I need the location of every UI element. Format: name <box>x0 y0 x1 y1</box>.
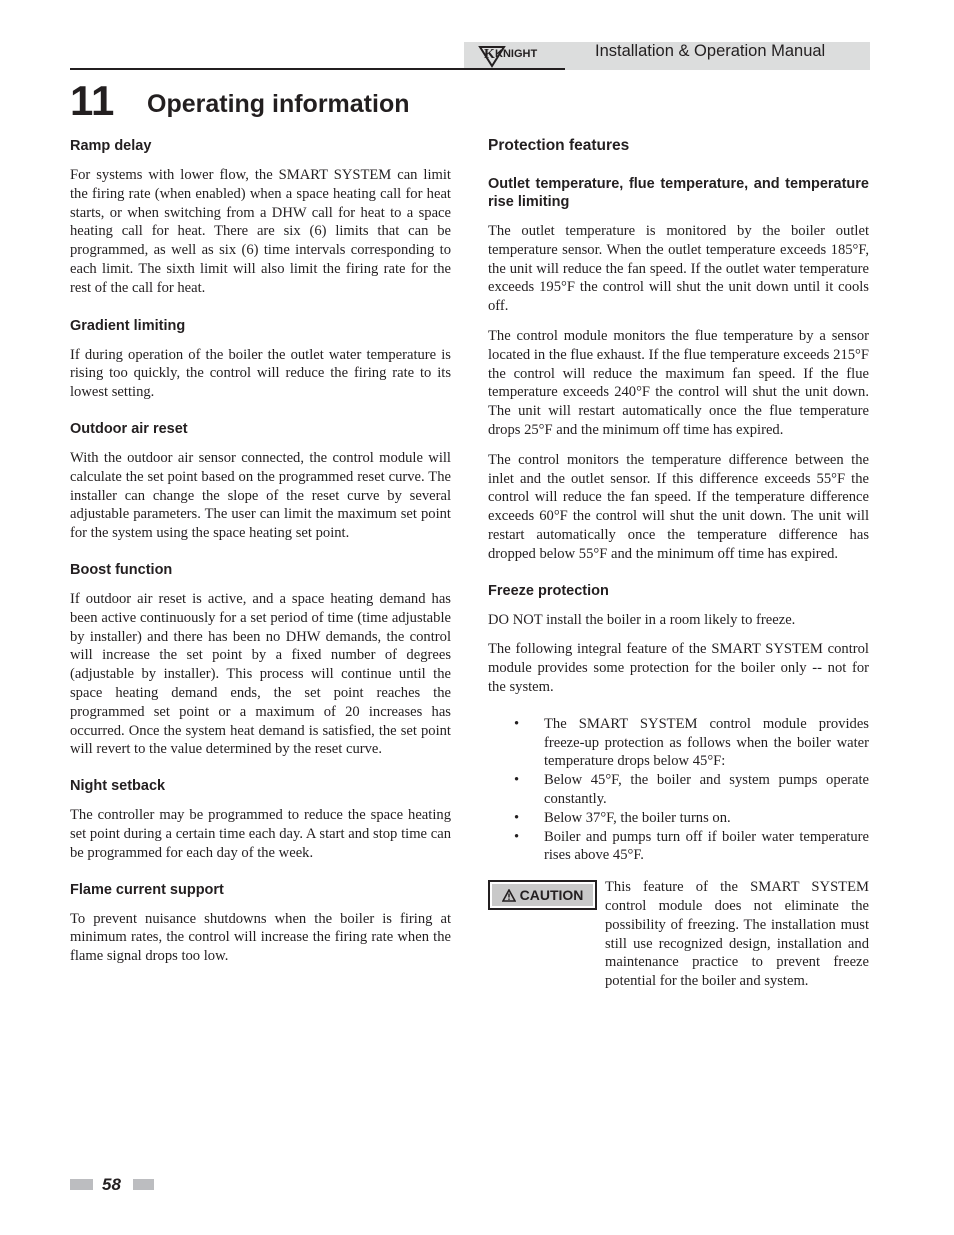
gradient-limiting-text: If during operation of the boiler the outlet water temperature is rising too quickly, the control will reduce the firing rate to its lowest setting. <box>70 346 451 401</box>
freeze-paragraph-1: DO NOT install the boiler in a room likely to freeze. <box>488 611 796 628</box>
outlet-paragraph-1: The outlet temperature is monitored by the boiler outlet temperature sensor. When the outlet temperature exceeds 185°F, the unit will reduce the fan speed. If the outlet water temperature exceeds 195°F the control will shut the unit down until it cools off. <box>488 223 869 315</box>
list-item: • Below 45°F, the boiler and system pumps operate constantly. <box>514 772 869 807</box>
bullet-icon: • <box>514 828 520 845</box>
svg-text:K: K <box>484 47 495 62</box>
caution-label: CAUTION <box>519 887 584 904</box>
svg-text:KNIGHT: KNIGHT <box>495 48 538 60</box>
chapter-title: Operating information <box>147 90 410 118</box>
list-item: • Boiler and pumps turn off if boiler water temperature rises above 45°F. <box>514 828 869 864</box>
caution-badge <box>488 880 597 910</box>
bullet-icon: • <box>514 772 520 789</box>
flame-current-heading: Flame current support <box>70 881 224 898</box>
ramp-delay-text: For systems with lower flow, the SMART SYSTEM can limit the firing rate (when enabled) when a space heating call for heat starts, or when switching from a DHW call for heat to a space heating call for heat. There are six (6) limits that can be programmed, as well as six (6) time intervals corresponding to each limit. The sixth limit will also limit the firing rate for the rest of the call for heat. <box>70 167 451 296</box>
freeze-paragraph-2: The following integral feature of the SMART SYSTEM control module provides some protection for the boiler only -- not for the system. <box>488 641 869 695</box>
list-item: • Below 37°F, the boiler turns on. <box>514 809 731 826</box>
outlet-paragraph-3: The control monitors the temperature difference between the inlet and the outlet sensor. If this difference exceeds 55°F the control will reduce the fan speed. If the temperature difference exceeds 60°F the control will shut the unit down. The unit will restart automatically once the temperature difference has dropped below 55°F and the minimum off time has expired. <box>488 451 869 562</box>
bullet-icon: • <box>514 809 520 826</box>
night-setback-text: The controller may be programmed to reduce the space heating set point during a certain time each day. A start and stop time can be programmed for each day of the week. <box>70 807 451 861</box>
outlet-paragraph-2: The control module monitors the flue temperature by a sensor located in the flue exhaust. If the flue temperature exceeds 215°F the control will reduce the maximum fan speed. If the flue temperature exceeds 240°F the control will shut the unit down. The unit will restart automatically once the flue temperature drops 25°F and the minimum off time has expired. <box>488 327 869 438</box>
protection-features-heading: Protection features <box>488 137 630 154</box>
left-column <box>70 137 451 966</box>
gradient-limiting-heading: Gradient limiting <box>70 317 186 334</box>
chapter-number: 11 <box>70 77 115 124</box>
outdoor-air-reset-text: With the outdoor air sensor connected, the control module will calculate the set point based on the programmed reset curve. The installer can change the slope of the reset curve by several adjustable parameters. The user can limit the maximum set point for the system using the space heating set point. <box>70 449 451 542</box>
outdoor-air-reset-heading: Outdoor air reset <box>70 420 188 437</box>
boost-function-text: If outdoor air reset is active, and a space heating demand has been active continuously for a set period of time (time adjustable by installer) and there has been no DHW demands, the control will increase the set point by a fixed number of degrees (adjustable by installer). This process will continue until the space heating demand ends, the set point reaches the programmed set point or a maximum of 20 increases has occurred. Once the system heat demand is satisfied, the set point will revert to the value determined by the reset curve. <box>70 590 451 758</box>
footer-bar-right <box>133 1179 154 1190</box>
page-number: 58 <box>102 1175 121 1194</box>
footer-bar-left <box>70 1179 93 1190</box>
boost-function-heading: Boost function <box>70 561 173 578</box>
freeze-protection-heading: Freeze protection <box>488 582 609 599</box>
freeze-bullet-list <box>488 715 869 865</box>
manual-title: Installation & Operation Manual <box>595 42 826 60</box>
warning-triangle-icon <box>502 889 516 902</box>
header-rule <box>70 68 565 70</box>
flame-current-text: To prevent nuisance shutdowns when the boiler is firing at minimum rates, the control will increase the firing rate when the flame signal drops too low. <box>70 910 451 965</box>
night-setback-heading: Night setback <box>70 778 166 795</box>
caution-block <box>488 878 869 1008</box>
outlet-limiting-heading: Outlet temperature, flue temperature, and temperature rise limiting <box>488 176 869 210</box>
caution-text: This feature of the SMART SYSTEM control module does not eliminate the possibility of freezing. The installation must still use recognized design, installation and maintenance practice to prevent freeze potential for the boiler and system. <box>605 879 869 990</box>
ramp-delay-heading: Ramp delay <box>70 138 152 154</box>
knight-logo <box>476 42 554 68</box>
list-item: • The SMART SYSTEM control module provides freeze-up protection as follows when the boiler water temperature drops below 45°F: <box>514 715 869 770</box>
right-column <box>488 137 869 1008</box>
bullet-icon: • <box>514 715 520 732</box>
